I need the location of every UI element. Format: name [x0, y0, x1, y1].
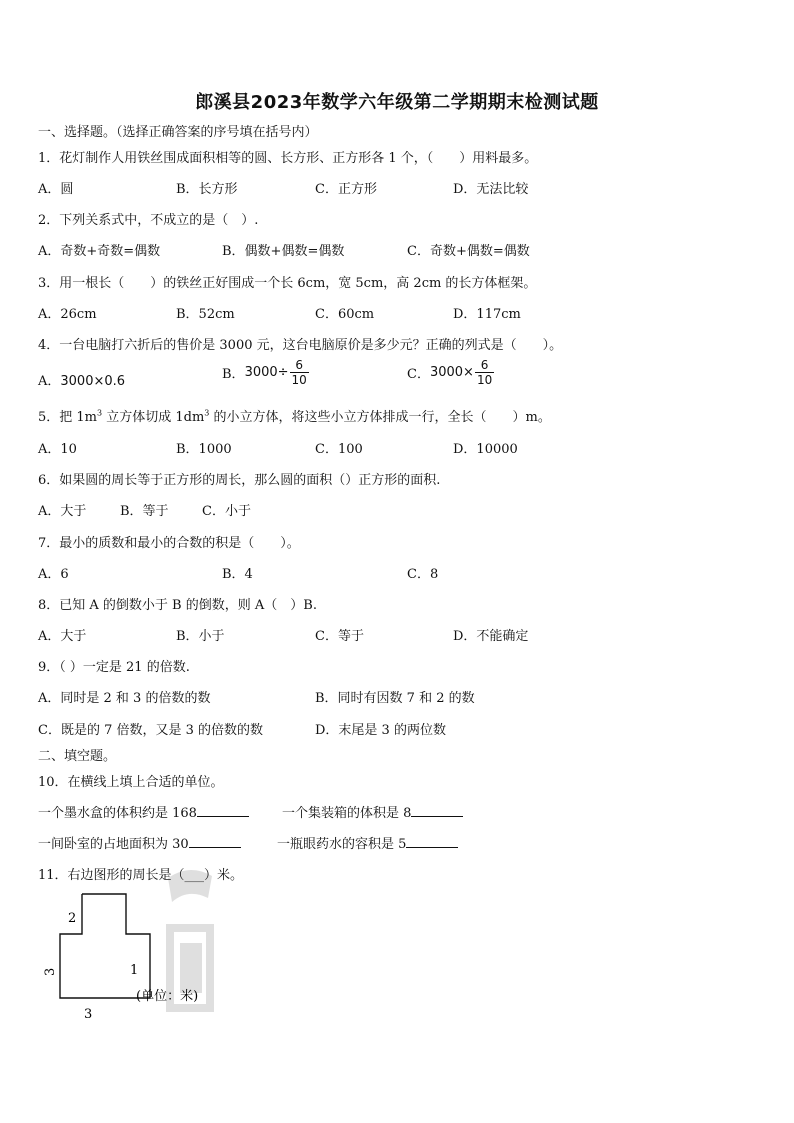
q4-option-c-label: C．: [407, 367, 430, 382]
q8-option-c: C．等于: [315, 629, 364, 644]
q6-option-c: C．小于: [202, 504, 251, 519]
q10-item-4: [277, 833, 458, 852]
q1-option-b: B．长方形: [176, 182, 238, 197]
q5-stem-part: 5．把 1m: [38, 410, 98, 425]
q2-option-c: C．奇数+偶数=偶数: [407, 244, 530, 259]
q6-option-a: A．大于: [38, 504, 87, 519]
question-11: 11．右边图形的周长是（___）米。: [38, 868, 244, 883]
q3-option-a: A．26cm: [38, 307, 97, 322]
q3-option-b: B．52cm: [176, 307, 235, 322]
q4-option-a-expr: 3000×0.6: [60, 374, 126, 389]
q10-item-2-blank[interactable]: [411, 804, 463, 817]
q4-option-c-expr: 3000×: [429, 365, 474, 380]
q3-option-d: D．117cm: [453, 307, 521, 322]
q7-option-c: C．8: [407, 567, 439, 582]
q10-item-3-text: 一间卧室的占地面积为 30: [38, 837, 189, 852]
q1-option-a: A．圆: [38, 182, 74, 197]
question-1: 1．花灯制作人用铁丝围成面积相等的圆、长方形、正方形各 1 个，（ ）用料最多。: [38, 151, 538, 166]
q5-option-b: B．1000: [176, 442, 232, 457]
q10-item-1-text: 一个墨水盒的体积约是 168: [38, 806, 197, 821]
figure-unit-label: (单位：米): [136, 989, 199, 1004]
q9-option-b: B．同时有因数 7 和 2 的数: [315, 691, 475, 706]
fraction-numerator: 6: [290, 358, 309, 373]
question-9: 9．（ ）一定是 21 的倍数.: [38, 660, 190, 675]
question-5: [38, 406, 551, 425]
fraction-denominator: 10: [476, 373, 493, 387]
q4-option-c: [407, 358, 494, 387]
fraction-denominator: 10: [291, 373, 307, 387]
question-10: 10．在横线上填上合适的单位。: [38, 775, 224, 790]
q4-option-b-label: B．: [222, 367, 245, 382]
q10-item-2: [282, 802, 463, 821]
q5-option-a: A．10: [38, 442, 77, 457]
q2-option-b: B．偶数+偶数=偶数: [222, 244, 345, 259]
q4-option-b: [222, 358, 309, 387]
q8-option-b: B．小于: [176, 629, 225, 644]
q2-option-a: A．奇数+奇数=偶数: [38, 244, 161, 259]
figure-outline: [60, 894, 150, 998]
question-8: 8．已知 A 的倒数小于 B 的倒数，则 A（ ）B.: [38, 598, 317, 613]
q10-item-3-blank[interactable]: [189, 835, 241, 848]
q11-figure: [38, 888, 228, 1028]
q9-option-d: D．末尾是 3 的两位数: [315, 723, 446, 738]
q5-superscript: 3: [97, 408, 103, 418]
section-fill-heading: 二、填空题。: [38, 749, 117, 764]
q7-option-b: B．4: [222, 567, 253, 582]
q9-option-a: A．同时是 2 和 3 的倍数的数: [38, 691, 211, 706]
q5-stem-part: 立方体切成 1dm: [102, 410, 205, 425]
figure-label-right: 1: [130, 963, 139, 978]
q1-option-d: D．无法比较: [453, 182, 529, 197]
q7-option-a: A．6: [38, 567, 69, 582]
q10-item-1-blank[interactable]: [197, 804, 249, 817]
figure-label-left: 3: [43, 967, 58, 976]
q10-item-1: [38, 802, 249, 821]
q10-item-3: [38, 833, 241, 852]
q8-option-d: D．不能确定: [453, 629, 529, 644]
fraction-numerator: 6: [475, 358, 494, 373]
q10-item-4-text: 一瓶眼药水的容积是 5: [277, 837, 407, 852]
question-4: 4．一台电脑打六折后的售价是 3000 元，这台电脑原价是多少元？正确的列式是（ ）。: [38, 338, 563, 353]
q5-superscript: 3: [204, 408, 210, 418]
q4-option-b-expr: 3000÷: [244, 365, 289, 380]
question-3: 3．用一根长（ ）的铁丝正好围成一个长 6cm，宽 5cm，高 2cm 的长方体框架。: [38, 276, 537, 291]
question-7: 7．最小的质数和最小的合数的积是（ ）。: [38, 536, 300, 551]
figure-label-top: 2: [68, 911, 77, 926]
q4-option-c-fraction: [475, 358, 494, 387]
q4-option-a: [38, 370, 125, 389]
q5-option-c: C．100: [315, 442, 363, 457]
q5-option-d: D．10000: [453, 442, 518, 457]
q10-item-2-text: 一个集装箱的体积是 8: [282, 806, 412, 821]
q1-option-c: C．正方形: [315, 182, 377, 197]
q3-option-c: C．60cm: [315, 307, 375, 322]
q6-option-b: B．等于: [120, 504, 169, 519]
q4-option-a-label: A．: [38, 374, 61, 389]
q9-option-c: C．既是的 7 倍数，又是 3 的倍数的数: [38, 723, 264, 738]
section-choice-heading: 一、选择题。（选择正确答案的序号填在括号内）: [38, 125, 318, 140]
q4-option-b-fraction: [290, 358, 309, 387]
question-2: 2．下列关系式中，不成立的是（ ）.: [38, 213, 259, 228]
q8-option-a: A．大于: [38, 629, 87, 644]
page-title: 郎溪县2023年数学六年级第二学期期末检测试题: [195, 92, 599, 113]
q5-stem-part: 的小立方体，将这些小立方体排成一行，全长（ ）m。: [209, 410, 551, 425]
q10-item-4-blank[interactable]: [406, 835, 458, 848]
question-6: 6．如果圆的周长等于正方形的周长，那么圆的面积（）正方形的面积.: [38, 473, 441, 488]
figure-label-bottom: 3: [84, 1007, 93, 1022]
